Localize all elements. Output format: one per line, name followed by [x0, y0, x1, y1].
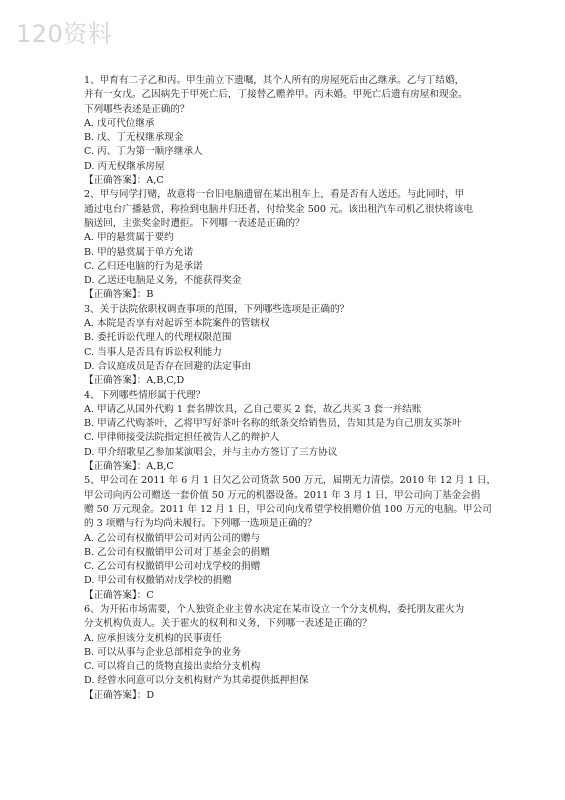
- question-block: [84, 74, 514, 188]
- answer-line: 【正确答案】：A,B,C,D: [84, 375, 185, 387]
- option-c: C. 当事人是否具有诉讼权利能力: [84, 346, 222, 358]
- option-c: C. 乙公司有权撤销甲公司对戊学校的捐赠: [84, 561, 261, 573]
- option-d: D. 乙送还电脑是义务，不能获得奖金: [84, 275, 242, 287]
- option-d: D. 经曾水同意可以分支机构财产为其弟提供抵押担保: [84, 675, 309, 687]
- question-text: 脑送回，主张奖金时遭拒。下列哪一表述是正确的？: [84, 217, 305, 229]
- watermark-logo: 120资料: [16, 20, 113, 48]
- question-block: [84, 603, 514, 703]
- option-a: A. 本院是否享有对起诉至本院案件的管辖权: [84, 318, 270, 330]
- question-text: 5、甲公司在 2011 年 6 月 1 日欠乙公司货款 500 万元，届期无力清偿。2010 年 12 月 1 日，: [84, 475, 497, 487]
- answer-line: 【正确答案】：C: [84, 589, 154, 601]
- question-text: 通过电台广播悬赏，称捡到电脑并归还者，付给奖金 500 元。该出租汽车司机乙很快将该电: [84, 203, 473, 215]
- option-c: C. 可以将自己的货物直接出卖给分支机构: [84, 661, 261, 673]
- question-block: [84, 474, 514, 603]
- question-block: [84, 303, 514, 389]
- question-text: 2、甲与同学打赌，故意将一台旧电脑遗留在某出租车上，看是否有人送还。与此同时，甲: [84, 189, 465, 201]
- question-text: 甲公司向丙公司赠送一套价值 50 万元的机器设备。2011 年 3 月 1 日，甲公司向丁基金会捐: [84, 489, 481, 501]
- question-block: [84, 389, 514, 475]
- option-d: D. 丙无权继承房屋: [84, 160, 165, 172]
- option-c: C. 丙、丁为第一顺序继承人: [84, 146, 203, 158]
- option-a: A. 甲的悬赏属于要约: [84, 232, 174, 244]
- question-text: 4、下列哪些情形属于代理？: [84, 389, 206, 401]
- option-d: D. 甲介绍歌星乙参加某演唱会，并与主办方签订了三方协议: [84, 446, 338, 458]
- question-text: 并有一女戊。乙因病先于甲死亡后，丁接替乙赡养甲。丙未婚。甲死亡后遗有房屋和现金。: [84, 89, 468, 101]
- option-b: B. 乙公司有权撤销甲公司对丁基金会的捐赠: [84, 546, 270, 558]
- document-body: [84, 74, 514, 703]
- question-text: 3、关于法院依职权调查事项的范围，下列哪些选项是正确的？: [84, 303, 350, 315]
- option-a: A. 甲请乙从国外代购 1 套名牌饮具，乙自己要买 2 套，故乙共买 3 套一并结账: [84, 403, 422, 415]
- option-d: D. 甲公司有权撤销对戊学校的捐赠: [84, 575, 232, 587]
- option-b: B. 甲的悬赏属于单方允诺: [84, 246, 194, 258]
- option-b: B. 甲请乙代购茶叶，乙将甲写好茶叶名称的纸条交给销售员，告知其是为自己朋友买茶叶: [84, 418, 462, 430]
- option-b: B. 可以从事与企业总部相竞争的业务: [84, 646, 242, 658]
- option-c: C. 乙归还电脑的行为是承诺: [84, 260, 203, 272]
- option-a: A. 应承担该分支机构的民事责任: [84, 632, 222, 644]
- option-a: A. 乙公司有权撤销甲公司对丙公司的赠与: [84, 532, 261, 544]
- question-text: 分支机构负责人。关于霍火的权利和义务，下列哪一表述是正确的？: [84, 618, 372, 630]
- option-b: B. 委托诉讼代理人的代理权限范围: [84, 332, 232, 344]
- answer-line: 【正确答案】：A,C: [84, 175, 164, 187]
- option-c: C. 甲律师接受法院指定担任被告人乙的辩护人: [84, 432, 280, 444]
- option-b: B. 戊、丁无权继承现金: [84, 132, 184, 144]
- question-text: 赠 50 万元现金。2011 年 12 月 1 日，甲公司向戊希望学校捐赠价值 100 万元的电脑。甲公司: [84, 503, 492, 515]
- option-d: D. 合议庭成员是否存在回避的法定事由: [84, 360, 251, 372]
- option-a: A. 戊可代位继承: [84, 117, 155, 129]
- question-text: 下列哪些表述是正确的？: [84, 103, 190, 115]
- answer-line: 【正确答案】：D: [84, 689, 155, 701]
- question-block: [84, 188, 514, 302]
- question-text: 1、甲育有二子乙和丙。甲生前立下遗嘱，其个人所有的房屋死后由乙继承。乙与丁结婚，: [84, 75, 465, 86]
- answer-line: 【正确答案】：B: [84, 289, 154, 301]
- answer-line: 【正确答案】：A,B,C: [84, 461, 174, 473]
- question-text: 6、为开拓市场需要，个人独资企业主曾水决定在某市设立一个分支机构，委托朋友霍火为: [84, 603, 465, 615]
- question-text: 的 3 项赠与行为均尚未履行。下列哪一选项是正确的？: [84, 518, 317, 530]
